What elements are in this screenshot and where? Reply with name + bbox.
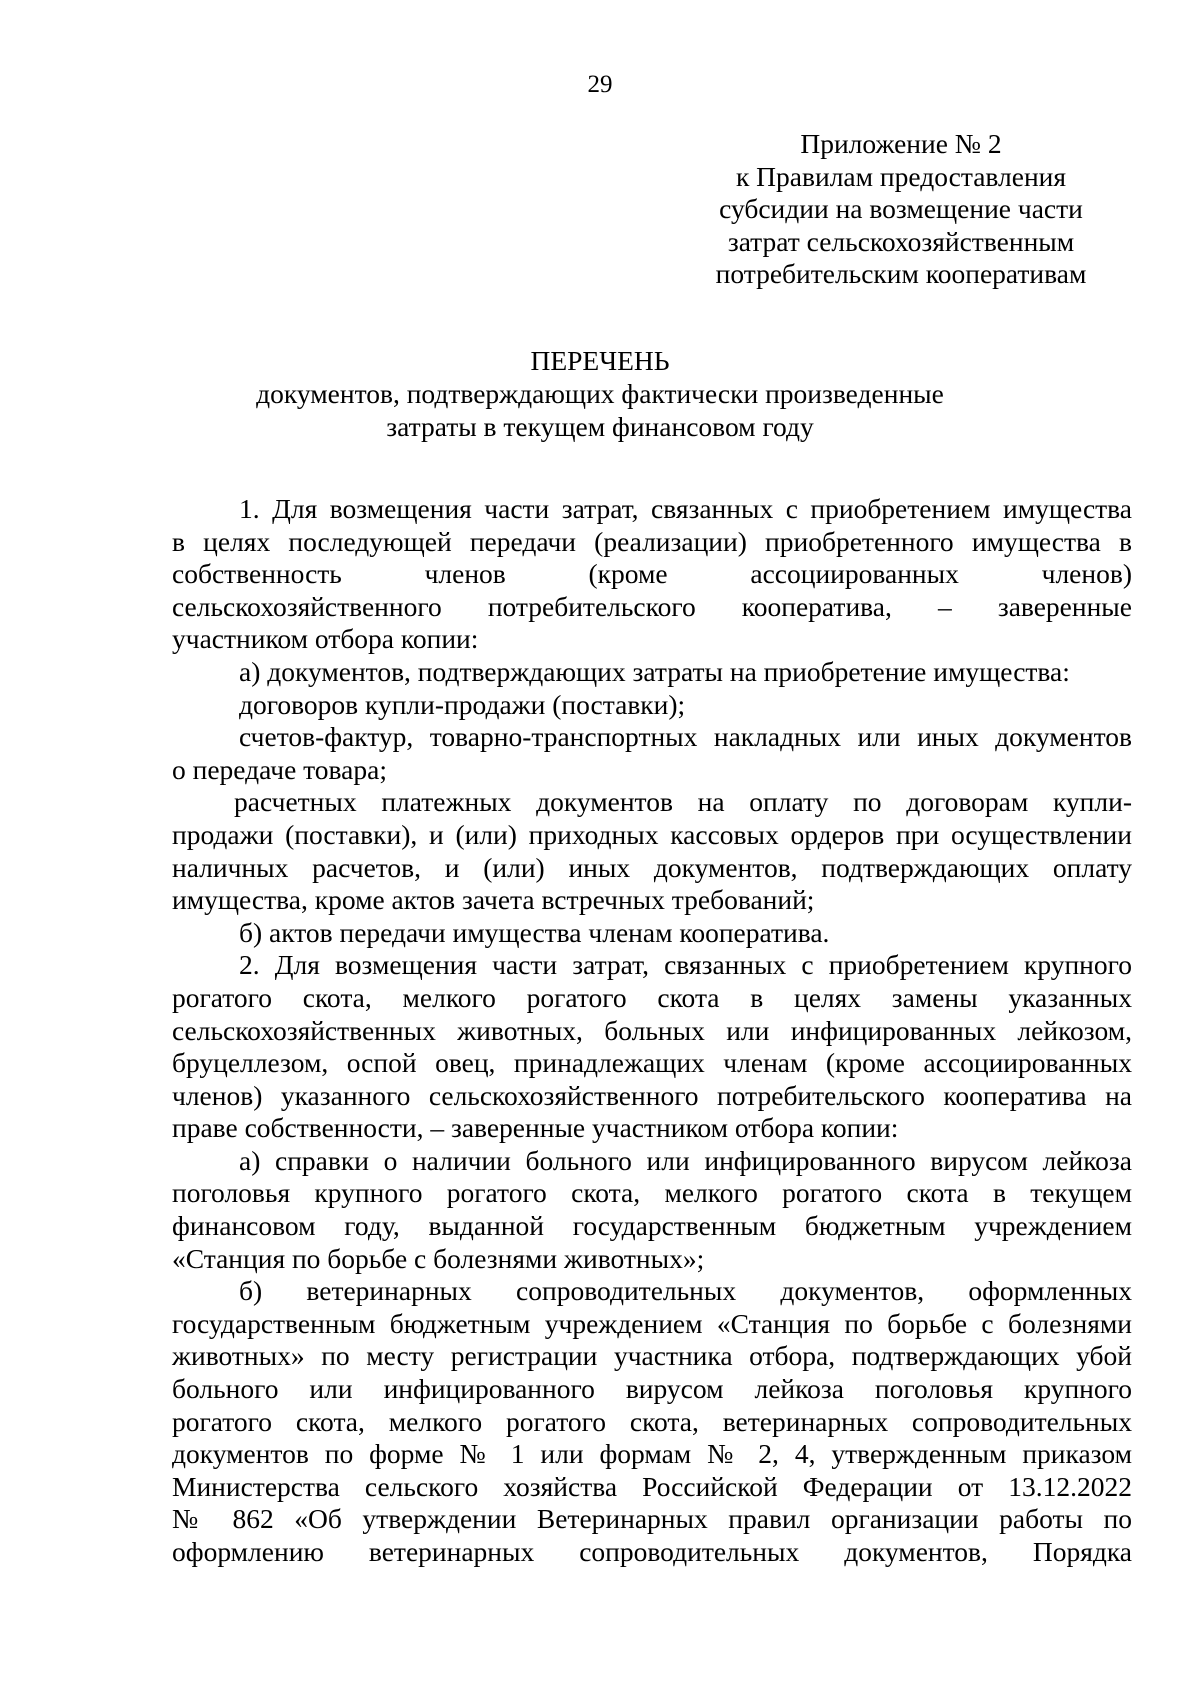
body-text-line: счетов-фактур, товарно-транспортных накладных или иных документов [239,721,1132,753]
body-text-line: документов по форме № 1 или формам № 2, 4, утвержденным приказом [172,1438,1132,1470]
body-text-line: поголовья крупного рогатого скота, мелкого рогатого скота в текущем [172,1177,1132,1209]
body-text-line: «Станция по борьбе с болезнями животных»; [172,1242,705,1274]
body-text-line: рогатого скота, мелкого рогатого скота в целях замены указанных [172,981,1132,1013]
body-text-line: б) ветеринарных сопроводительных документов, оформленных [239,1275,1132,1307]
document-body [172,493,1132,1569]
document-title [0,344,1200,443]
body-text-line: рогатого скота, мелкого рогатого скота, ветеринарных сопроводительных [172,1405,1132,1437]
body-text-line: а) документов, подтверждающих затраты на приобретение имущества: [239,655,1070,687]
body-text-line: сельскохозяйственных животных, больных или инфицированных лейкозом, [172,1014,1132,1046]
appendix-line: Приложение № 2 [800,128,1002,159]
body-text-line: государственным бюджетным учреждением «Станция по борьбе с болезнями [172,1307,1132,1339]
body-text-line: 2. Для возмещения части затрат, связанных с приобретением крупного [239,949,1132,981]
title-heading: ПЕРЕЧЕНЬ [530,345,670,376]
appendix-line: к Правилам предоставления [735,160,1067,192]
title-line: затраты в текущем финансовом году [386,411,814,442]
body-text-line: больного или инфицированного вирусом лейкоза поголовья крупного [172,1373,1132,1405]
appendix-line: затрат сельскохозяйственным [727,225,1075,257]
appendix-line: субсидии на возмещение части [719,193,1083,224]
appendix-line: потребительским кооперативам [715,258,1087,289]
body-text-line: сельскохозяйственного потребительского кооператива, – заверенные [172,590,1132,622]
body-text-line: собственность членов (кроме ассоциированных членов) [172,558,1132,590]
body-text-line: финансовом году, выданной государственным бюджетным учреждением [172,1210,1132,1242]
body-text-line: участником отбора копии: [172,623,479,655]
page-number: 29 [587,71,613,98]
body-text-line: а) справки о наличии больного или инфицированного вирусом лейкоза [239,1144,1132,1176]
appendix-header [706,128,1096,291]
body-text-line: о передаче товара; [172,753,387,785]
body-text-line: № 862 «Об утверждении Ветеринарных правил организации работы по [172,1503,1132,1535]
body-text-line: в целях последующей передачи (реализации) приобретенного имущества в [172,525,1132,557]
body-text-line: членов) указанного сельскохозяйственного потребительского кооператива на [172,1079,1132,1111]
body-text-line: 1. Для возмещения части затрат, связанных с приобретением имущества [239,493,1132,524]
body-text-line: Министерства сельского хозяйства Российской Федерации от 13.12.2022 [172,1470,1132,1502]
body-text-line: бруцеллезом, оспой овец, принадлежащих членам (кроме ассоциированных [172,1047,1132,1079]
body-text-line: наличных расчетов, и (или) иных документов, подтверждающих оплату [172,851,1132,883]
body-text-line: оформлению ветеринарных сопроводительных документов, Порядка [172,1536,1132,1567]
body-text-line: б) актов передачи имущества членам кооператива. [239,916,830,948]
body-text-line: продажи (поставки), и (или) приходных кассовых ордеров при осуществлении [172,818,1132,850]
body-text-line: животных» по месту регистрации участника отбора, подтверждающих убой [172,1340,1132,1372]
body-text-line: расчетных платежных документов на оплату по договорам купли- [234,786,1132,818]
title-line: документов, подтверждающих фактически произведенные [256,378,944,409]
body-text-line: праве собственности, – заверенные участником отбора копии: [172,1112,899,1144]
body-text-line: договоров купли-продажи (поставки); [239,688,686,720]
body-text-line: имущества, кроме актов зачета встречных требований; [172,884,815,916]
